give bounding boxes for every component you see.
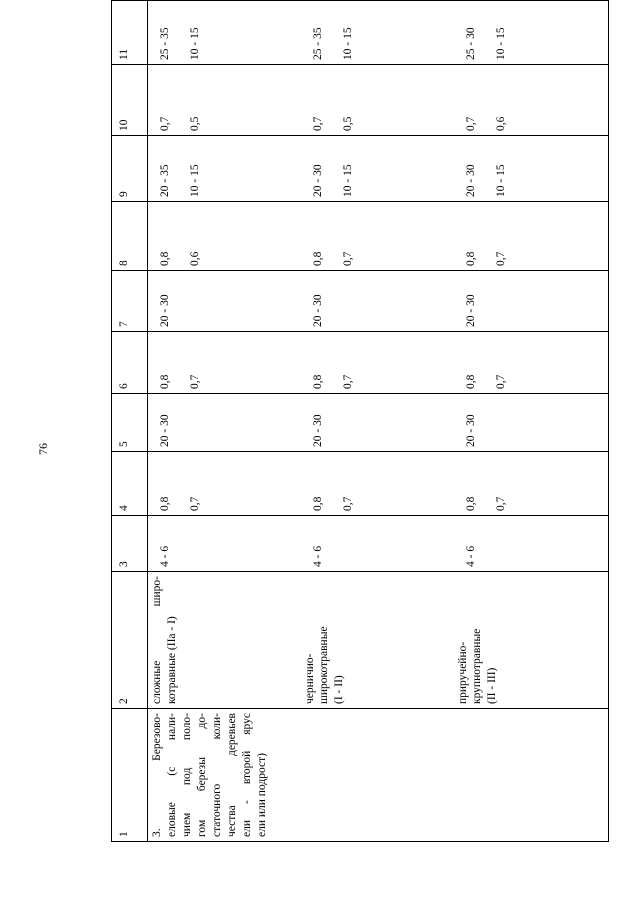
cell-c12 [148, 0, 303, 1]
rotated-table-container [111, 20, 530, 842]
cell-c12 [303, 0, 456, 1]
value: 20 - 30 [159, 294, 171, 327]
col-num-10: 10 [112, 65, 148, 136]
cell-c12 [456, 0, 609, 1]
subtype-name-cell [456, 572, 609, 709]
group-line: чием под поло- [180, 713, 193, 837]
col-num-12 [112, 0, 148, 1]
col-num-5: 5 [112, 394, 148, 452]
cell-c3 [456, 516, 609, 572]
col-num-9: 9 [112, 136, 148, 202]
value: 0,7 [494, 496, 507, 511]
cell-c8 [303, 202, 456, 271]
value: 20 - 30 [311, 414, 324, 447]
cell-c6 [303, 332, 456, 394]
value: 10 - 15 [494, 164, 507, 197]
col-num-2: 2 [112, 572, 148, 709]
subtype-name-line: сложные широ- [151, 576, 163, 704]
col-num-6: 6 [112, 332, 148, 394]
subtype-name-line: (I - II) [333, 675, 346, 704]
value: 25 - 30 [464, 27, 477, 60]
cell-c7 [303, 271, 456, 332]
cell-c5 [456, 394, 609, 452]
group-line: чества деревьев [225, 713, 238, 837]
value: 0,7 [159, 116, 171, 131]
column-number-row [112, 0, 148, 842]
cell-c4 [148, 452, 303, 516]
value: 4 - 6 [311, 545, 324, 567]
cell-c9 [148, 136, 303, 202]
subtype-name-line: (II - III) [486, 667, 499, 704]
value: 0,7 [189, 374, 201, 389]
value: 0,7 [341, 374, 354, 389]
value: 10 - 15 [341, 164, 354, 197]
col-num-1: 1 [112, 709, 148, 842]
value: 20 - 30 [159, 414, 171, 447]
value: 0,8 [464, 251, 477, 266]
value: 0,7 [189, 496, 201, 511]
cell-c11 [456, 1, 609, 65]
col-num-11: 11 [112, 1, 148, 65]
value: 0,5 [341, 116, 354, 131]
value: 20 - 30 [311, 164, 324, 197]
forest-group-cell [148, 709, 609, 842]
subtype-name-cell [303, 572, 456, 709]
value: 0,8 [464, 496, 477, 511]
value: 0,7 [341, 251, 354, 266]
cell-c8 [148, 202, 303, 271]
group-line: еловые (с нали- [165, 713, 178, 837]
value: 0,6 [494, 116, 507, 131]
group-line: статочного коли- [210, 713, 223, 837]
value: 0,8 [159, 374, 171, 389]
value: 0,8 [311, 496, 324, 511]
value: 0,7 [494, 251, 507, 266]
col-num-4: 4 [112, 452, 148, 516]
subtype-name-line: широкотравные [318, 626, 331, 704]
value: 10 - 15 [341, 27, 354, 60]
cell-c7 [456, 271, 609, 332]
cell-c3 [303, 516, 456, 572]
value: 10 - 15 [189, 164, 201, 197]
group-line: 3. Березово- [151, 713, 163, 837]
cell-c10 [456, 65, 609, 136]
value: 10 - 15 [494, 27, 507, 60]
cell-c9 [456, 136, 609, 202]
group-line: ели - второй ярус [240, 713, 253, 837]
cell-c4 [303, 452, 456, 516]
value: 0,6 [189, 251, 201, 266]
group-line: гом березы до- [195, 713, 208, 837]
value: 20 - 30 [464, 414, 477, 447]
group-line: ели или подрост) [255, 753, 268, 837]
value: 0,8 [311, 374, 324, 389]
cell-c6 [148, 332, 303, 394]
value: 4 - 6 [159, 545, 171, 567]
value: 0,7 [464, 116, 477, 131]
cell-c3 [148, 516, 303, 572]
cell-c7 [148, 271, 303, 332]
value: 25 - 35 [159, 27, 171, 60]
page-number: 76 [36, 443, 50, 455]
subtype-name-line: приручейно- [456, 641, 469, 704]
cell-c5 [148, 394, 303, 452]
forest-type-table [111, 0, 609, 842]
cell-c10 [148, 65, 303, 136]
cell-c11 [303, 1, 456, 65]
value: 0,8 [159, 496, 171, 511]
value: 4 - 6 [464, 545, 477, 567]
value: 0,7 [341, 496, 354, 511]
table-row [148, 0, 303, 842]
cell-c5 [303, 394, 456, 452]
value: 0,8 [311, 251, 324, 266]
value: 0,5 [189, 116, 201, 131]
value: 0,7 [311, 116, 324, 131]
value: 20 - 35 [159, 164, 171, 197]
cell-c6 [456, 332, 609, 394]
col-num-3: 3 [112, 516, 148, 572]
cell-c4 [456, 452, 609, 516]
cell-c11 [148, 1, 303, 65]
value: 0,8 [464, 374, 477, 389]
value: 0,7 [494, 374, 507, 389]
value: 25 - 35 [311, 27, 324, 60]
value: 10 - 15 [189, 27, 201, 60]
value: 20 - 30 [464, 164, 477, 197]
subtype-name-line: черничио- [303, 653, 316, 704]
value: 20 - 30 [311, 294, 324, 327]
subtype-name-line: крупнотравные [471, 628, 484, 704]
col-num-7: 7 [112, 271, 148, 332]
subtype-name-line: котравные (IIa - I) [165, 616, 178, 704]
value: 0,8 [159, 251, 171, 266]
cell-c8 [456, 202, 609, 271]
value: 20 - 30 [464, 294, 477, 327]
subtype-name-cell [148, 572, 303, 709]
cell-c10 [303, 65, 456, 136]
cell-c9 [303, 136, 456, 202]
col-num-8: 8 [112, 202, 148, 271]
